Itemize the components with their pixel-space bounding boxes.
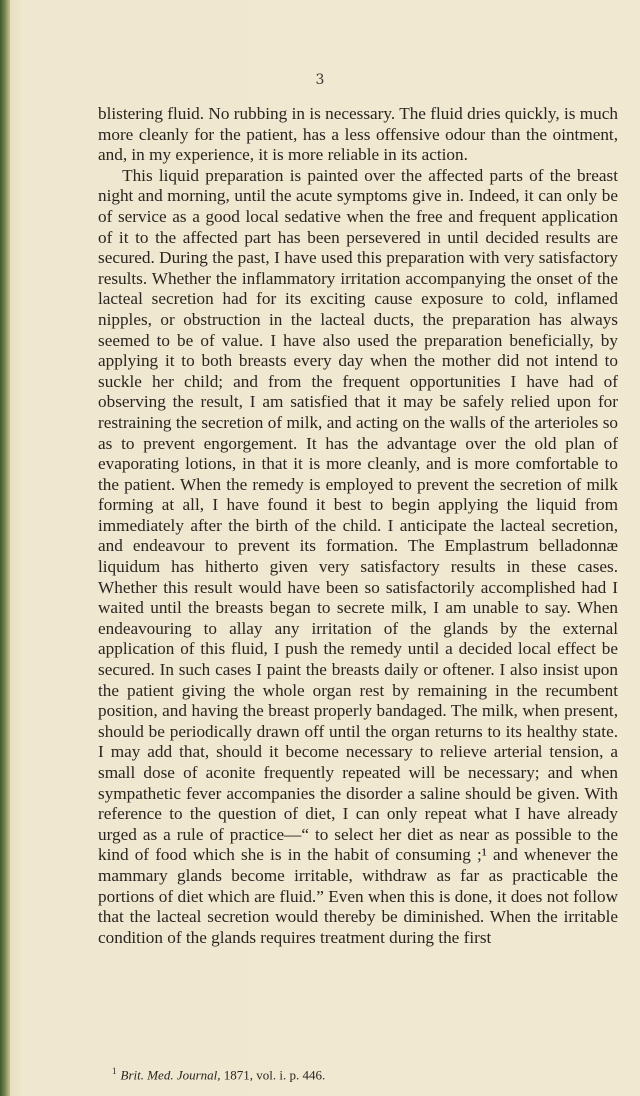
paragraph-1: blistering fluid. No rubbing in is necessary. The fluid dries quickly, is much more cleanly for the patient, has a less offensive odour than the ointment, and, in my experience, it is more reliable in its action.: [98, 104, 618, 165]
page-number: 3: [315, 72, 325, 88]
footnote: [98, 1063, 632, 1083]
footnote-citation: 1871, vol. i. p. 446.: [220, 1067, 326, 1083]
page-binding-edge: [0, 0, 10, 1096]
paragraph-2: This liquid preparation is painted over the affected parts of the breast night and morning, until the acute symptoms give in. Indeed, it can only be of service as a good local sedative when the free and frequent application of it to the affected part has been persevered in until decided results are secured. During the past, I have used this preparation with very satisfactory results. Whether the inflammatory irritation accompanying the onset of the lacteal secretion had for its exciting cause exposure to cold, inflamed nipples, or obstruction in the lacteal ducts, the preparation has always seemed to be of value. I have also used the preparation beneficially, by applying it to both breasts every day when the mother did not intend to suckle her child; and from the frequent opportunities I have had of observing the result, I am satisfied that it may be safely relied upon for restraining the secretion of milk, and acting on the walls of the arterioles so as to prevent engorgement. It has the advantage over the old plan of evaporating lotions, in that it is more cleanly, and is more comfortable to the patient. When the remedy is employed to prevent the secretion of milk forming at all, I have found it best to begin applying the liquid from immediately after the birth of the child. I anticipate the lacteal secretion, and endeavour to prevent its formation. The Emplastrum belladonnæ liquidum has hitherto given very satisfactory results in these cases. Whether this result would have been so satisfactorily accomplished had I waited until the breasts began to secrete milk, I am unable to say. When endeavouring to allay any irritation of the glands by the external application of this fluid, I push the remedy until a decided local effect be secured. In such cases I paint the breasts daily or oftener. I also insist upon the patient giving the whole organ rest by remaining in the recumbent position, and having the breast properly bandaged. The milk, when present, should be periodically drawn off until the organ returns to its healthy state. I may add that, should it become necessary to relieve arterial tension, a small dose of aconite frequently repeated will be necessary; and when sympathetic fever accompanies the disorder a saline should be given. With reference to the question of diet, I can only repeat what I have already urged as a rule of practice—“ to select her diet as near as possible to the kind of food which she is in the habit of consuming ;¹ and whenever the mammary glands become irritable, withdraw as far as practicable the portions of diet which are fluid.” Even when this is done, it does not follow that the lacteal secretion would thereby be diminished. When the irritable condition of the glands requires treatment during the first: [98, 165, 618, 947]
footnote-mark: 1: [112, 1066, 117, 1076]
footnote-journal: Brit. Med. Journal,: [120, 1067, 221, 1083]
body-text: [98, 104, 618, 948]
